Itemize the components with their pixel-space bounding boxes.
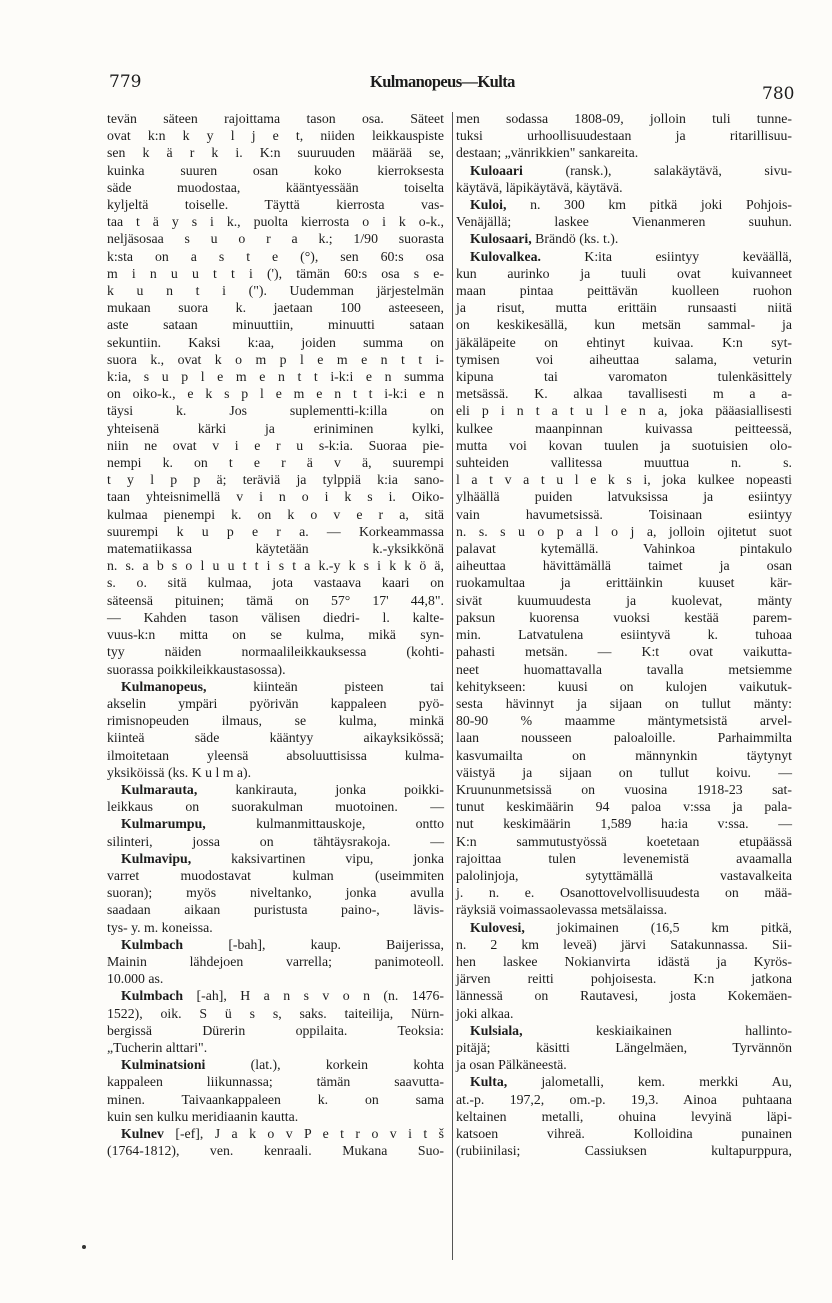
text-line — [107, 747, 444, 764]
line-text: kulmaa pienempi k. on k o v e r a, sitä — [107, 506, 444, 522]
page-number-left: 779 — [109, 72, 142, 92]
line-text: K:ita esiintyy keväällä, — [540, 248, 792, 264]
text-line — [107, 402, 444, 419]
text-line — [456, 557, 792, 574]
running-title: Kulmanopeus—Kulta — [370, 72, 515, 91]
line-text: (rubiinilasi; Cassiuksen kultapurppura, — [456, 1143, 792, 1159]
line-text: taa t ä y s i k., puolta kierrosta o i k o-k., — [107, 214, 444, 230]
line-text: aiheuttaa hävittämällä taimet ja osan — [456, 558, 792, 574]
text-line — [107, 764, 444, 781]
line-text: sivät kuumuudesta ja kuolevat, mänty — [456, 592, 792, 608]
text-line — [107, 179, 444, 196]
line-text: j. n. e. Osanottovelvollisuudesta on mää- — [456, 885, 792, 901]
text-line — [456, 815, 792, 832]
text-line — [107, 144, 444, 161]
text-line — [107, 661, 444, 678]
text-line — [107, 1022, 444, 1039]
text-line — [456, 987, 792, 1004]
text-line — [456, 196, 792, 213]
line-text: ovat k:n k y l j e t, niiden leikkauspiste — [107, 128, 444, 144]
line-text: matematiikassa käytetään k.-yksikkönä — [107, 541, 444, 557]
line-text: K:n sammutustyössä koetetaan etupäässä — [456, 833, 792, 849]
text-line — [107, 1039, 444, 1056]
text-line — [107, 316, 444, 333]
text-line — [107, 695, 444, 712]
text-line — [456, 747, 792, 764]
entry-headword: Kulminatsioni — [121, 1057, 206, 1073]
text-line — [456, 437, 792, 454]
line-text: kuin sen kulku meridiaanin kautta. — [107, 1108, 299, 1124]
line-text: varret muodostavat kulman (useimmiten — [107, 867, 444, 883]
line-text: yksiköissä (ks. K u l m a). — [107, 764, 252, 780]
line-text: on keskikesällä, kun metsän sammal- ja — [456, 317, 792, 333]
line-text: destaan; „vänrikkien" sankareita. — [456, 145, 639, 161]
text-line — [107, 867, 444, 884]
line-text: nut keskimäärin 1,589 ha:ia v:ssa. — — [456, 816, 792, 832]
text-line — [107, 850, 444, 867]
line-text: maan pintaa peittävän kuolleen ruohon — [456, 283, 792, 299]
line-text: ja osan Pälkäneestä. — [456, 1057, 567, 1073]
text-line — [456, 609, 792, 626]
text-line — [107, 1142, 444, 1159]
line-text: s. o. sitä kulmaa, jota vastaava kaari on — [107, 575, 444, 591]
line-text: suurempi k u p e r a. — Korkeammassa — [107, 523, 444, 539]
text-line — [107, 1005, 444, 1022]
text-line — [107, 1108, 444, 1125]
text-line — [107, 626, 444, 643]
line-text: yhteisenä kärki ja eriniminen kylki, — [107, 420, 444, 436]
line-text: joki alkaa. — [456, 1005, 514, 1021]
text-line — [107, 712, 444, 729]
line-text: neljäsosaa s u o r a k.; 1/90 suorasta — [107, 231, 444, 247]
text-line — [107, 437, 444, 454]
line-text: „Tucherin alttari". — [107, 1039, 208, 1055]
entry-headword: Kulta, — [470, 1074, 508, 1090]
column-divider — [452, 112, 453, 1260]
text-line — [456, 334, 792, 351]
text-line — [456, 179, 792, 196]
text-line — [456, 781, 792, 798]
line-text: (1764-1812), ven. kenraali. Mukana Suo- — [107, 1143, 444, 1159]
text-line — [456, 1022, 792, 1039]
line-text: sen k ä r k i. K:n suuruuden määrää se, — [107, 145, 444, 161]
text-line — [456, 488, 792, 505]
text-line — [107, 196, 444, 213]
text-line — [107, 540, 444, 557]
line-text: palolinjoja, sytyttämällä vastavalkeita — [456, 867, 792, 883]
line-text: n. s. a b s o l u u t t i s t a k.-y k s i k k ö ä, — [107, 558, 444, 574]
line-text: n. s. s u o p a l o j a, jolloin ojitetut suot — [456, 523, 792, 539]
entry-headword: Kuloi, — [470, 197, 507, 213]
ink-speck — [82, 1245, 86, 1249]
line-text: Brändö (ks. t.). — [531, 231, 619, 247]
line-text: kun aurinko ja tuuli ovat kuivanneet — [456, 265, 792, 281]
line-text: sesta hävinnyt ja sijaan on tullut mänty: — [456, 695, 792, 711]
text-line — [456, 1125, 792, 1142]
line-text: järven reitti pohjoisesta. K:n jatkona — [456, 971, 792, 987]
text-line — [456, 833, 792, 850]
text-line — [107, 901, 444, 918]
line-text: mukaan suora k. jaetaan 100 asteeseen, — [107, 300, 444, 316]
text-line — [456, 144, 792, 161]
text-line — [107, 488, 444, 505]
line-text: kasvumailta on männynkin täytynyt — [456, 747, 792, 763]
line-text: 1522), oik. S ü s s, saks. taiteilija, Nürn- — [107, 1005, 444, 1021]
line-text: täysi k. Jos suplementti-k:illa on — [107, 403, 444, 419]
left-column — [107, 110, 444, 1159]
line-text: ilmoitetaan yleensä absoluuttisissa kulma- — [107, 747, 444, 763]
entry-headword: Kulmarumpu, — [121, 816, 206, 832]
text-line — [456, 712, 792, 729]
entry-headword: Kulovesi, — [470, 919, 525, 935]
entry-headword: Kulmbach — [121, 988, 184, 1004]
text-line — [456, 884, 792, 901]
line-text: paksun kuorensa vuoksi kestää parem- — [456, 609, 792, 625]
text-line — [107, 884, 444, 901]
page-number-right: 780 — [762, 84, 795, 104]
text-line — [107, 299, 444, 316]
text-line — [456, 1142, 792, 1159]
line-text: [-ef], J a k o v P e t r o v i t š — [163, 1125, 444, 1141]
line-text: k u n t i ("). Uudemman järjestelmän — [107, 283, 444, 299]
line-text: kuinka suuren osan koko kierroksesta — [107, 162, 444, 178]
line-text: neet huomattavalla tavalla metsiemme — [456, 661, 792, 677]
text-line — [456, 901, 792, 918]
line-text: leikkaus on suorakulman muotoinen. — — [107, 799, 444, 815]
line-text: tevän säteen rajoittama tason osa. Säteet — [107, 111, 444, 126]
text-line — [107, 334, 444, 351]
line-text: silinteri, jossa on tähtäysrakoja. — — [107, 833, 444, 849]
text-line — [107, 557, 444, 574]
line-text: aste sataan minuuttiin, minuutti sataan — [107, 317, 444, 333]
text-line — [456, 626, 792, 643]
line-text: tys- y. m. koneissa. — [107, 919, 213, 935]
line-text: n. 2 km leveä) järvi Satakunnassa. Sii- — [456, 936, 792, 952]
text-line — [456, 351, 792, 368]
text-line — [456, 368, 792, 385]
line-text: metsässä. K. alkaa tavallisesti m a a- — [456, 386, 792, 402]
text-line — [456, 643, 792, 660]
text-line — [107, 781, 444, 798]
text-line — [456, 127, 792, 144]
text-line — [107, 213, 444, 230]
line-text: kappaleen liikunnassa; tämän saavutta- — [107, 1074, 444, 1090]
line-text: säde muodostaa, kääntyessään toiselta — [107, 179, 444, 195]
text-line — [107, 248, 444, 265]
text-line — [456, 162, 792, 179]
line-text: m i n u u t t i ('), tämän 60:s osa s e- — [107, 265, 444, 281]
text-line — [456, 1108, 792, 1125]
text-line — [456, 454, 792, 471]
text-line — [456, 678, 792, 695]
text-line — [456, 248, 792, 265]
text-line — [456, 936, 792, 953]
text-line — [107, 609, 444, 626]
text-line — [456, 798, 792, 815]
line-text: keskiaikainen hallinto- — [522, 1022, 792, 1038]
page-header — [0, 72, 832, 112]
text-line — [107, 1091, 444, 1108]
line-text: 10.000 as. — [107, 971, 164, 987]
text-line — [107, 162, 444, 179]
text-line — [456, 953, 792, 970]
line-text: l a t v a t u l e k s i, joka kulkee nopeasti — [456, 472, 792, 488]
line-text: väistyä ja sijaan on tullut koivu. — — [456, 764, 792, 780]
text-line — [456, 385, 792, 402]
text-line — [456, 661, 792, 678]
entry-headword: Kulmarauta, — [121, 781, 198, 797]
text-line — [107, 454, 444, 471]
line-text: (lat.), korkein kohta — [205, 1057, 444, 1073]
text-line — [107, 1073, 444, 1090]
line-text: taan yhteisnimellä v i n o i k s i. Oiko- — [107, 489, 444, 505]
line-text: nempi k. on t e r ä v ä, suurempi — [107, 455, 444, 471]
text-line — [456, 265, 792, 282]
text-line — [456, 592, 792, 609]
line-text: eli p i n t a t u l e n a, joka pääasiallisesti — [456, 403, 792, 419]
line-text: suora k., ovat k o m p l e m e n t t i- — [107, 351, 444, 367]
text-line — [107, 1125, 444, 1142]
line-text: palavat kytemällä. Vahinkoa pintakulo — [456, 541, 792, 557]
line-text: saadaan aikaan puristusta paino-, lävis- — [107, 902, 444, 918]
text-line — [107, 127, 444, 144]
text-line — [107, 368, 444, 385]
text-line — [107, 351, 444, 368]
line-text: akselin ympäri pyörivän kappaleen pyö- — [107, 695, 444, 711]
text-line — [107, 678, 444, 695]
text-line — [107, 1056, 444, 1073]
text-line — [456, 764, 792, 781]
text-line — [456, 729, 792, 746]
line-text: rajoittaa tulen levenemistä avaamalla — [456, 850, 792, 866]
line-text: kipuna tai varomaton tulenkäsittely — [456, 369, 792, 385]
line-text: katsoen vihreä. Kolloidina punainen — [456, 1125, 792, 1141]
text-line — [107, 523, 444, 540]
entry-headword: Kulsiala, — [470, 1022, 523, 1038]
line-text: lännessä on Rautavesi, josta Kokemäen- — [456, 988, 792, 1004]
text-line — [107, 815, 444, 832]
line-text: k:ia, s u p l e m e n t t i-k:i e n summa — [107, 369, 444, 385]
text-line — [456, 110, 792, 127]
line-text: räyksiä voimassaolevassa metsälaissa. — [456, 902, 668, 918]
line-text: Kruununmetsissä on vuosina 1918-23 sat- — [456, 781, 792, 797]
line-text: säteensä pituinen; tämä on 57° 17' 44,8". — [107, 592, 444, 608]
text-line — [456, 230, 792, 247]
text-line — [456, 850, 792, 867]
text-line — [456, 695, 792, 712]
line-text: men sodassa 1808-09, jolloin tuli tunne- — [456, 111, 792, 126]
text-line — [107, 385, 444, 402]
line-text: hen laskee Nokianvirta idästä ja Kyrös- — [456, 953, 792, 969]
line-text: (ransk.), salakäytävä, sivu- — [522, 162, 792, 178]
text-line — [107, 798, 444, 815]
line-text: Mainin lähdejoen varrella; panimoteoll. — [107, 953, 444, 969]
text-line — [107, 471, 444, 488]
text-line — [107, 833, 444, 850]
line-text: ruokamultaa ja erittäinkin kuuset kär- — [456, 575, 792, 591]
line-text: jokimainen (16,5 km pitkä, — [524, 919, 792, 935]
text-line — [456, 213, 792, 230]
line-text: jalometalli, kem. merkki Au, — [507, 1074, 792, 1090]
line-text: suoran); myös niveltanko, jonka avulla — [107, 885, 444, 901]
text-line — [456, 1005, 792, 1022]
line-text: vuus-k:n mitta on se kulma, mikä syn- — [107, 627, 444, 643]
line-text: min. Latvatulena esiintyvä k. tuhoaa — [456, 627, 792, 643]
entry-headword: Kulosaari, — [470, 231, 532, 247]
line-text: pahasti metsän. — K:t ovat vaikutta- — [456, 644, 792, 660]
line-text: suhteiden vallitessa muuttua n. s. — [456, 455, 792, 471]
line-text: sekuntiin. Kaksi k:aa, joiden summa on — [107, 334, 444, 350]
line-text: Venäjällä; laskee Vienanmeren suuhun. — [456, 214, 792, 230]
line-text: kiinteän pisteen tai — [206, 678, 444, 694]
text-line — [107, 506, 444, 523]
text-line — [456, 970, 792, 987]
text-line — [456, 574, 792, 591]
entry-headword: Kulnev — [121, 1125, 164, 1141]
text-line — [107, 110, 444, 127]
line-text: kulkee maanpinnan kuivassa peitteessä, — [456, 420, 792, 436]
line-text: kehitykseen: kuusi on kulojen vaikutuk- — [456, 678, 792, 694]
text-line — [456, 1056, 792, 1073]
line-text: suorassa poikkileikkaustasossa). — [107, 661, 286, 677]
line-text: kaksivartinen vipu, jonka — [191, 850, 444, 866]
text-line — [456, 867, 792, 884]
text-line — [456, 299, 792, 316]
text-line — [107, 265, 444, 282]
line-text: kiinteä säde kääntyy aikayksikössä; — [107, 730, 444, 746]
line-text: n. 300 km pitkä joki Pohjois- — [506, 197, 792, 213]
text-line — [456, 1073, 792, 1090]
text-line — [456, 1091, 792, 1108]
line-text: tunut keskimäärin 94 paloa v:ssa ja pala- — [456, 799, 792, 815]
line-text: tuksi urhoollisuudestaan ja ritarillisuu- — [456, 128, 792, 144]
line-text: at.-p. 197,2, om.-p. 19,3. Ainoa puhtaana — [456, 1091, 792, 1107]
text-line — [456, 316, 792, 333]
line-text: kyljeltä toiselle. Täyttä kierrosta vas- — [107, 197, 444, 213]
text-line — [107, 282, 444, 299]
line-text: vain havumetsissä. Toisinaan esiintyy — [456, 506, 792, 522]
text-line — [456, 402, 792, 419]
text-line — [107, 953, 444, 970]
line-text: minen. Taivaankappaleen k. on sama — [107, 1091, 444, 1107]
line-text: [-ah], H a n s v o n (n. 1476- — [183, 988, 444, 1004]
text-line — [107, 643, 444, 660]
line-text: kulmanmittauskoje, ontto — [205, 816, 444, 832]
line-text: on oiko-k., e k s p l e m e n t t i-k:i e n — [107, 386, 444, 402]
text-line — [107, 970, 444, 987]
text-line — [456, 919, 792, 936]
text-line — [107, 574, 444, 591]
line-text: ja risut, mutta erittäin runsaasti niitä — [456, 300, 792, 316]
entry-headword: Kulovalkea. — [470, 248, 541, 264]
line-text: k:sta on a s t e (°), sen 60:s osa — [107, 248, 444, 264]
line-text: — Kahden tason välisen diedri- l. kalte- — [107, 609, 444, 625]
line-text: tyy näiden normaalileikkauksessa (kohti- — [107, 644, 444, 660]
text-line — [107, 987, 444, 1004]
text-line — [456, 1039, 792, 1056]
line-text: bergissä Dürerin oppilaita. Teoksia: — [107, 1022, 444, 1038]
entry-headword: Kulmavipu, — [121, 850, 192, 866]
text-line — [107, 230, 444, 247]
text-line — [107, 729, 444, 746]
line-text: jäkäläpeite on ehtinyt kuivaa. K:n syt- — [456, 334, 792, 350]
line-text: mutta voi kovan tuulen ja suotuisien olo- — [456, 437, 792, 453]
text-line — [107, 592, 444, 609]
right-column — [456, 110, 792, 1159]
line-text: [-bah], kaup. Baijerissa, — [183, 936, 444, 952]
text-line — [456, 523, 792, 540]
line-text: tymisen voi aiheuttaa salama, veturin — [456, 351, 792, 367]
line-text: niin ne ovat v i e r u s-k:ia. Suoraa pie- — [107, 437, 444, 453]
text-line — [107, 420, 444, 437]
text-line — [456, 282, 792, 299]
line-text: käytävä, läpikäytävä, käytävä. — [456, 179, 623, 195]
line-text: kankirauta, jonka poikki- — [197, 781, 444, 797]
entry-headword: Kuloaari — [470, 162, 523, 178]
line-text: ylhäällä puiden latvuksissa ja esiintyy — [456, 489, 792, 505]
text-line — [456, 506, 792, 523]
line-text: laan nousseen paloaloille. Parhaimmilta — [456, 730, 792, 746]
line-text: pitäjä; käsitti Längelmäen, Tyrvännön — [456, 1039, 792, 1055]
line-text: keltainen metalli, ohuina levyinä läpi- — [456, 1108, 792, 1124]
line-text: 80-90 % maamme mäntymetsistä arvel- — [456, 713, 792, 729]
text-line — [107, 919, 444, 936]
text-line — [456, 471, 792, 488]
text-line — [456, 420, 792, 437]
entry-headword: Kulmanopeus, — [121, 678, 207, 694]
text-line — [456, 540, 792, 557]
line-text: rimisnopeuden ilmaus, se kulma, minkä — [107, 713, 444, 729]
text-line — [107, 936, 444, 953]
entry-headword: Kulmbach — [121, 936, 184, 952]
line-text: t y l p p ä; teräviä ja tylppiä k:ia sano- — [107, 472, 444, 488]
